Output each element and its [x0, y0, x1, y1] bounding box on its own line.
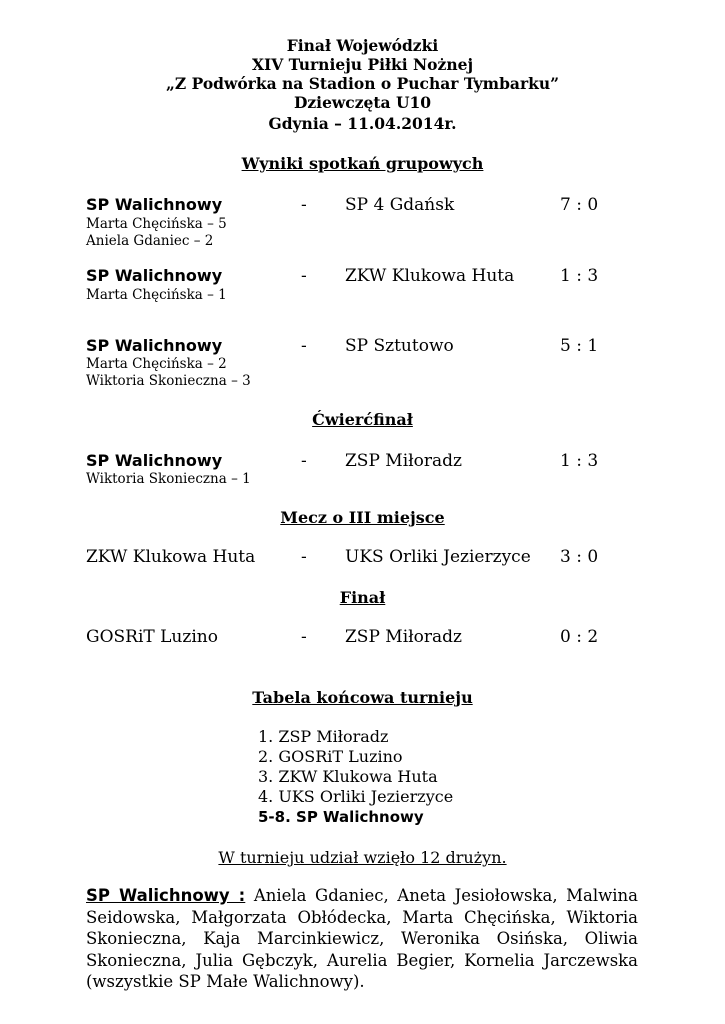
quarterfinal-title: Ćwierćfinał: [312, 410, 413, 429]
scorer: Marta Chęcińska – 2: [86, 356, 227, 372]
away-team: UKS Orliki Jezierzyce: [345, 547, 531, 567]
dash: -: [301, 627, 307, 647]
away-team: SP Sztutowo: [345, 336, 454, 356]
final-match: [0, 627, 725, 649]
away-team: ZSP Miłoradz: [345, 627, 462, 647]
dash: -: [301, 266, 307, 286]
score: 0 : 2: [560, 627, 599, 647]
away-team: SP 4 Gdańsk: [345, 195, 455, 215]
home-team: GOSRiT Luzino: [86, 627, 218, 647]
score: 7 : 0: [560, 195, 599, 215]
third-place-match: [0, 547, 725, 569]
group-match-3: [0, 336, 725, 358]
title-line-5: Gdynia – 11.04.2014r.: [268, 114, 457, 133]
home-team: SP Walichnowy: [86, 336, 223, 355]
title-line-4: Dziewczęta U10: [293, 93, 432, 112]
title-line-2: XIV Turnieju Piłki Nożnej: [251, 55, 474, 74]
squad-label: SP Walichnowy :: [86, 886, 246, 905]
standings-item: 2. GOSRiT Luzino: [258, 747, 403, 766]
scorer: Wiktoria Skonieczna – 3: [86, 373, 251, 389]
squad-text: Aniela Gdaniec, Aneta Jesiołowska, Malwina Seidowska, Małgorzata Obłódecka, Marta Chęcińska, Wiktoria Skonieczna, Kaja Marcinkiewicz, Weronika Osińska, Oliwia Skonieczna, Julia Gębczyk, Aurelia Begier, Kornelia Jarczewska (wszystkie SP Małe Walichnowy).: [86, 886, 638, 991]
standings-item: 4. UKS Orliki Jezierzyce: [258, 787, 454, 806]
quarterfinal-match: [0, 451, 725, 473]
title-line-1: Finał Wojewódzki: [286, 36, 439, 55]
score: 3 : 0: [560, 547, 599, 567]
home-team: ZKW Klukowa Huta: [86, 547, 256, 567]
scorer: Marta Chęcińska – 5: [86, 216, 227, 232]
dash: -: [301, 195, 307, 215]
standings-title: Tabela końcowa turnieju: [252, 688, 473, 707]
score: 1 : 3: [560, 266, 599, 286]
title-line-3: „Z Podwórka na Stadion o Puchar Tymbarku”: [165, 74, 560, 93]
away-team: ZSP Miłoradz: [345, 451, 462, 471]
squad-paragraph: [86, 885, 638, 993]
group-match-1: [0, 195, 725, 217]
scorer: Aniela Gdaniec – 2: [86, 233, 214, 249]
third-place-title: Mecz o III miejsce: [280, 508, 445, 527]
standings-item: 1. ZSP Miłoradz: [258, 727, 389, 746]
group-section-title: Wyniki spotkań grupowych: [241, 154, 484, 173]
scorer: Wiktoria Skonieczna – 1: [86, 471, 251, 487]
dash: -: [301, 336, 307, 356]
dash: -: [301, 547, 307, 567]
home-team: SP Walichnowy: [86, 266, 223, 285]
away-team: ZKW Klukowa Huta: [345, 266, 515, 286]
dash: -: [301, 451, 307, 471]
participants-note: W turnieju udział wzięło 12 drużyn.: [218, 848, 507, 867]
home-team: SP Walichnowy: [86, 451, 223, 470]
scorer: Marta Chęcińska – 1: [86, 287, 227, 303]
score: 5 : 1: [560, 336, 599, 356]
standings-item: 5-8. SP Walichnowy: [258, 808, 424, 826]
group-match-2: [0, 266, 725, 288]
score: 1 : 3: [560, 451, 599, 471]
home-team: SP Walichnowy: [86, 195, 223, 214]
standings-item: 3. ZKW Klukowa Huta: [258, 767, 438, 786]
final-title: Finał: [339, 588, 386, 607]
